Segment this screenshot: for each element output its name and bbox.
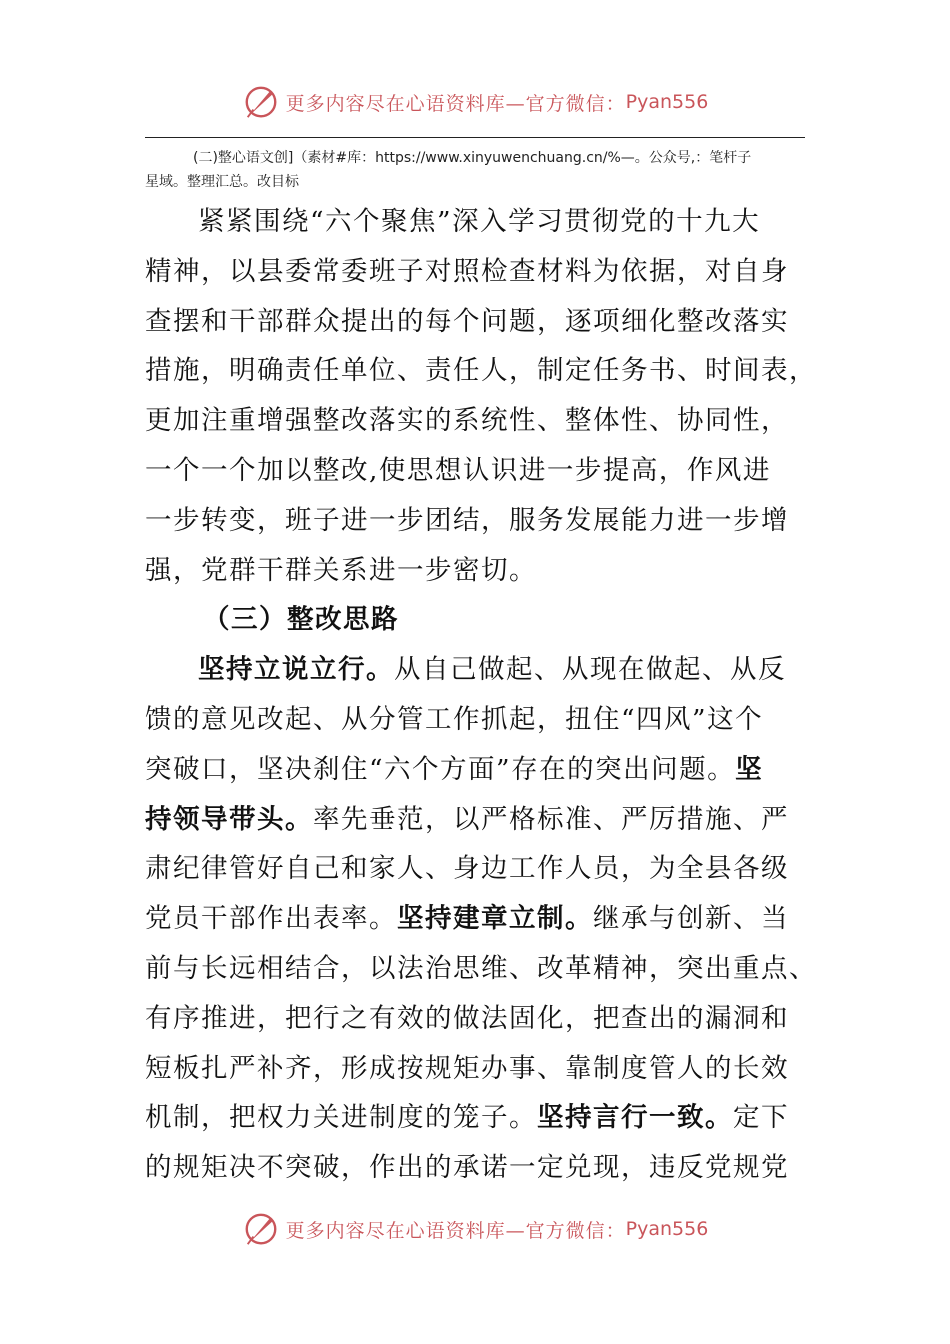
paragraph-line	[145, 745, 815, 795]
section-heading: （三）整改思路	[203, 604, 399, 636]
text-run: 率先垂范，以严格标准、严厉措施、严	[313, 803, 789, 835]
paragraph-line: 前与长远相结合，以法治思维、改革精神，突出重点、	[145, 952, 817, 984]
paragraph-line: 的规矩决不突破，作出的承诺一定兑现，违反党规党	[145, 1152, 789, 1184]
document-body	[145, 197, 815, 1193]
text-run: 定下	[733, 1102, 789, 1134]
paragraph-line	[145, 795, 815, 845]
text-run: 继承与创新、当	[593, 903, 789, 935]
paragraph-line	[145, 645, 815, 695]
header-note	[145, 146, 810, 194]
wechat-id: Pyan556	[625, 91, 709, 113]
bold-phrase: 坚持立说立行。	[198, 654, 394, 686]
paragraph-line: 更加注重增强整改落实的系统性、整体性、协同性，	[145, 405, 789, 437]
bold-phrase: 坚	[735, 753, 764, 785]
bold-phrase: 持领导带头。	[145, 803, 313, 835]
bottom-watermark-banner	[0, 1209, 950, 1249]
watermark-text: 更多内容尽在心语资料库—官方微信：	[285, 92, 626, 115]
header-rule	[145, 137, 805, 138]
paragraph-line: 有序推进，把行之有效的做法固化，把查出的漏洞和	[145, 1002, 789, 1034]
text-run: 从自己做起、从现在做起、从反	[394, 654, 786, 686]
text-run: 机制，把权力关进制度的笼子。	[145, 1102, 537, 1134]
quill-logo-icon	[242, 83, 280, 121]
top-watermark-banner	[0, 82, 950, 122]
paragraph-line: 馈的意见改起、从分管工作抓起，扭住“四风”这个	[145, 703, 764, 735]
paragraph-line: 一个一个加以整改,使思想认识进一步提高，作风进	[145, 454, 771, 486]
paragraph-line: 强，党群干群关系进一步密切。	[145, 554, 537, 586]
header-note-line1: (二)整心语文创]（素材#库：https://www.xinyuwenchuang.cn/%—。公众号,：笔杆子	[193, 150, 752, 166]
bold-phrase: 坚持建章立制。	[397, 903, 593, 935]
paragraph-line: 精神，以县委常委班子对照检查材料为依据，对自身	[145, 255, 789, 287]
text-run: 党员干部作出表率。	[145, 903, 397, 935]
watermark-text: 更多内容尽在心语资料库—官方微信：	[285, 1219, 626, 1242]
wechat-id: Pyan556	[625, 1218, 709, 1240]
paragraph-line: 紧紧围绕“六个聚焦”深入学习贯彻党的十九大	[198, 206, 761, 237]
paragraph-line: 一步转变，班子进一步团结，服务发展能力进一步增	[145, 504, 789, 536]
quill-logo-icon	[242, 1210, 280, 1248]
bold-phrase: 坚持言行一致。	[537, 1102, 733, 1134]
text-run: 突破口，坚决刹住“六个方面”存在的突出问题。	[145, 753, 736, 785]
paragraph-line: 短板扎严补齐，形成按规矩办事、靠制度管人的长效	[145, 1052, 789, 1084]
paragraph-line	[145, 894, 815, 944]
paragraph-line: 肃纪律管好自己和家人、身边工作人员，为全县各级	[145, 853, 789, 885]
paragraph-line: 措施，明确责任单位、责任人，制定任务书、时间表，	[145, 355, 817, 387]
paragraph-line: 查摆和干部群众提出的每个问题，逐项细化整改落实	[145, 305, 789, 337]
paragraph-line	[145, 1093, 815, 1143]
header-note-line2: 星域。整理汇总。改目标	[145, 174, 299, 190]
